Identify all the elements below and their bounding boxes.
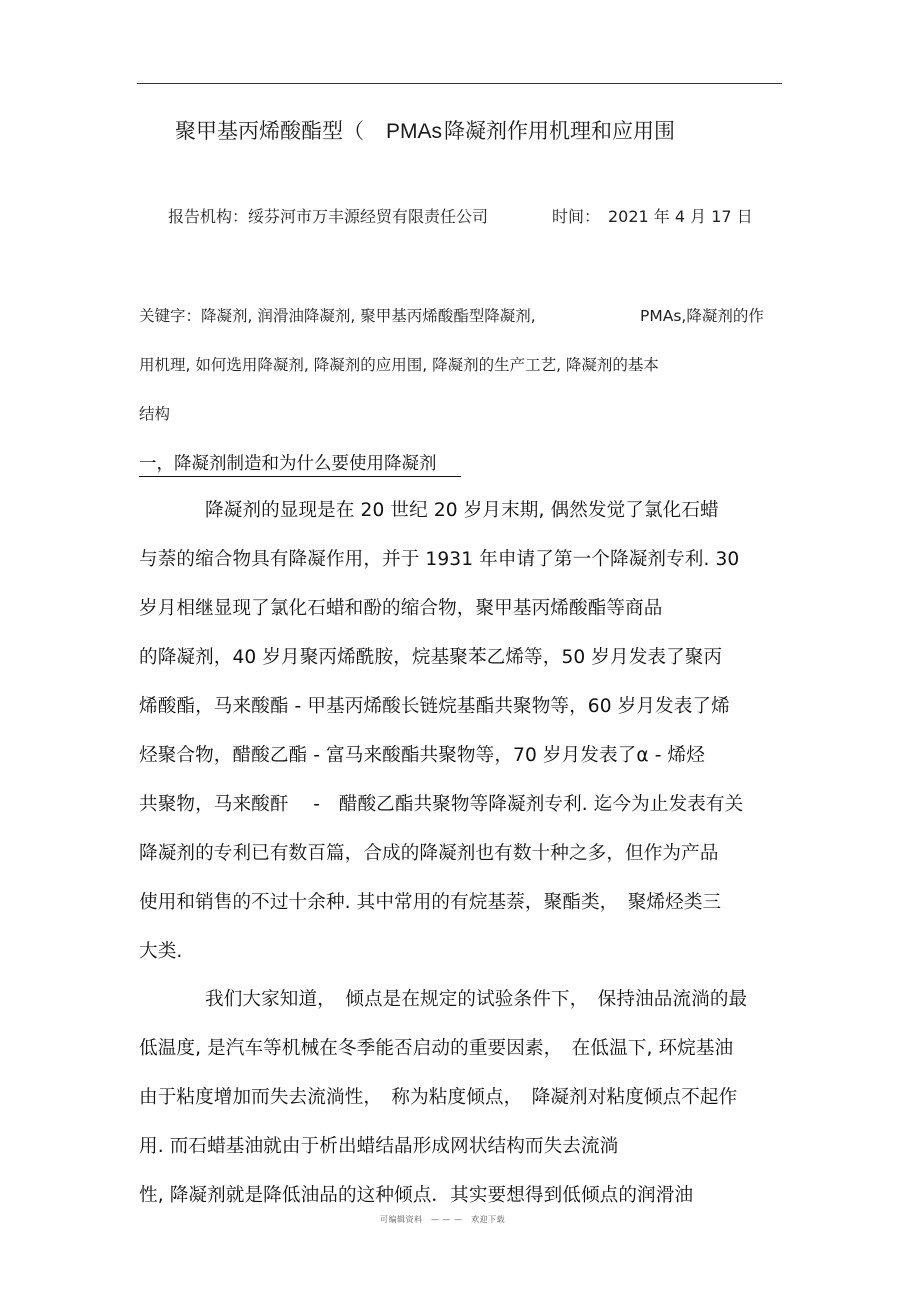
paragraph-1-line: 岁月相继显现了氯化石蜡和酚的缩合物，聚甲基丙烯酸酯等商品 bbox=[139, 598, 663, 619]
report-org: 报告机构：绥芬河市万丰源经贸有限责任公司 bbox=[168, 207, 489, 226]
report-time-label: 时间： bbox=[552, 207, 601, 226]
keywords-line-2: 用机理, 如何选用降凝剂, 降凝剂的应用围, 降凝剂的生产工艺, 降凝剂的基本 bbox=[139, 356, 659, 374]
keywords-line-1a: 关键字：降凝剂, 润滑油降凝剂, 聚甲基丙烯酸酯型降凝剂, bbox=[139, 307, 536, 325]
paragraph-2-line: 我们大家知道， 倾点是在规定的试验条件下， 保持油品流淌的最 bbox=[205, 989, 748, 1010]
keywords-line-1b: PMAs,降凝剂的作 bbox=[640, 307, 764, 325]
paragraph-1-line: 降凝剂的显现是在 20 世纪 20 岁月末期, 偶然发觉了氯化石蜡 bbox=[205, 500, 719, 521]
keywords-line-3: 结构 bbox=[139, 405, 171, 423]
paragraph-2-line: 性, 降凝剂就是降低油品的这种倾点．其实要想得到低倾点的润滑油 bbox=[139, 1185, 694, 1206]
title-part-2: PMAs bbox=[386, 120, 443, 143]
report-date: 2021 年 4 月 17 日 bbox=[608, 207, 753, 226]
paragraph-1-line: 烯酸酯，马来酸酯 - 甲基丙烯酸长链烷基酯共聚物等，60 岁月发表了烯 bbox=[139, 696, 730, 717]
paragraph-1-line: 共聚物，马来酸酐 - 醋酸乙酯共聚物等降凝剂专利. 迄今为止发表有关 bbox=[139, 794, 744, 815]
paragraph-1-line: 烃聚合物，醋酸乙酯 - 富马来酸酯共聚物等，70 岁月发表了α - 烯烃 bbox=[139, 745, 705, 766]
paragraph-1-line: 的降凝剂，40 岁月聚丙烯酰胺，烷基聚苯乙烯等，50 岁月发表了聚丙 bbox=[139, 647, 723, 668]
paragraph-2-line: 用. 而石蜡基油就由于析出蜡结晶形成网状结构而失去流淌 bbox=[139, 1136, 619, 1157]
paragraph-2-line: 由于粘度增加而失去流淌性， 称为粘度倾点， 降凝剂对粘度倾点不起作 bbox=[139, 1087, 738, 1108]
paragraph-1-line: 使用和销售的不过十余种. 其中常用的有烷基萘，聚酯类， 聚烯烃类三 bbox=[139, 892, 722, 913]
section-heading-1: 一，降凝剂制造和为什么要使用降凝剂 bbox=[139, 450, 461, 477]
paragraph-2-line: 低温度, 是汽车等机械在冬季能否启动的重要因素， 在低温下, 环烷基油 bbox=[139, 1038, 734, 1059]
title-part-1: 聚甲基丙烯酸酯型（ bbox=[175, 119, 364, 143]
paragraph-1-line: 降凝剂的专利已有数百篇，合成的降凝剂也有数十种之多，但作为产品 bbox=[139, 843, 719, 864]
paragraph-1-line: 大类. bbox=[139, 941, 183, 962]
title-part-3: 降凝剂作用机理和应用围 bbox=[444, 119, 676, 143]
document-title bbox=[175, 115, 675, 145]
page-footer: 可编辑资料 — — — 欢迎下载 bbox=[380, 1215, 506, 1224]
paragraph-1-line: 与萘的缩合物具有降凝作用，并于 1931 年申请了第一个降凝剂专利. 30 bbox=[139, 549, 740, 570]
header-rule bbox=[137, 83, 782, 84]
